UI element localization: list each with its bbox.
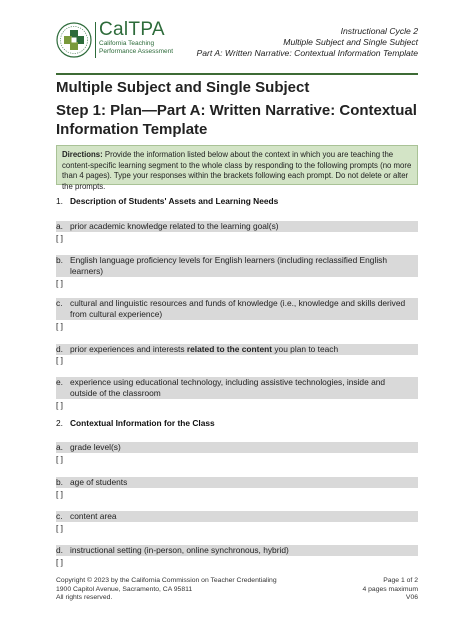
page-limit: 4 pages maximum bbox=[362, 585, 418, 593]
header-subject: Multiple Subject and Single Subject bbox=[283, 37, 418, 47]
response-field-2a[interactable]: [ ] bbox=[56, 454, 63, 464]
logo-divider bbox=[95, 22, 96, 58]
directions-text: Provide the information listed below about the context in which you are teaching the content-specific learning segment to the whole class by responding to the following prompts (no more than 4 pages). Type your responses within the brackets following each prompt. Do not delete or alter the prompts. bbox=[62, 150, 412, 191]
brand-name: CalTPA bbox=[99, 19, 165, 40]
footer-address: 1900 Capitol Avenue, Sacramento, CA 95811 bbox=[56, 585, 193, 593]
footer-copyright bbox=[56, 577, 277, 603]
response-field-2b[interactable]: [ ] bbox=[56, 489, 63, 499]
section-heading-1 bbox=[56, 196, 278, 206]
response-field-2c[interactable]: [ ] bbox=[56, 523, 63, 533]
prompt-text: prior academic knowledge related to the learning goal(s) bbox=[70, 221, 279, 231]
prompt-text: grade level(s) bbox=[70, 442, 121, 452]
prompt-2d bbox=[56, 545, 418, 556]
directions-box bbox=[56, 145, 418, 191]
directions-label: Directions: bbox=[62, 150, 103, 159]
prompt-text bbox=[70, 344, 414, 355]
prompt-2c bbox=[56, 511, 418, 522]
prompt-text: content area bbox=[70, 511, 117, 521]
response-field-1b[interactable]: [ ] bbox=[56, 278, 63, 288]
footer-page-info bbox=[362, 577, 418, 603]
brand-subtitle-line2: Performance Assessment bbox=[99, 48, 174, 55]
prompt-1a bbox=[56, 221, 418, 232]
footer-copyright-line: Copyright © 2023 by the California Commission on Teacher Credentialing bbox=[56, 577, 277, 584]
header-cycle: Instructional Cycle 2 bbox=[340, 26, 418, 36]
prompt-2a bbox=[56, 442, 418, 453]
section-number: 1. bbox=[56, 196, 63, 206]
prompt-letter: d. bbox=[56, 344, 63, 354]
prompt-text-end: you plan to teach bbox=[272, 344, 339, 354]
prompt-1c bbox=[56, 298, 418, 320]
prompt-letter: e. bbox=[56, 377, 63, 387]
header-info bbox=[197, 26, 418, 59]
prompt-text: instructional setting (in-person, online synchronous, hybrid) bbox=[70, 545, 289, 555]
section-heading-2 bbox=[56, 418, 215, 428]
brand-subtitle-line1: California Teaching bbox=[99, 40, 155, 47]
prompt-1e bbox=[56, 377, 418, 399]
section-title: Contextual Information for the Class bbox=[70, 418, 215, 428]
prompt-text: cultural and linguistic resources and funds of knowledge (i.e., knowledge and skills derived from cultural experience) bbox=[70, 298, 406, 319]
response-field-1a[interactable]: [ ] bbox=[56, 233, 63, 243]
section-number: 2. bbox=[56, 418, 63, 428]
header-rule bbox=[56, 73, 418, 75]
prompt-letter: a. bbox=[56, 221, 63, 231]
footer-rights: All rights reserved. bbox=[56, 594, 113, 602]
header-part: Part A: Written Narrative: Contextual Information Template bbox=[196, 48, 418, 58]
version-label: V06 bbox=[405, 594, 418, 602]
prompt-text: age of students bbox=[70, 477, 128, 487]
prompt-text-emphasis: related to the content bbox=[186, 344, 273, 354]
prompt-text: English language proficiency levels for English learners (including reclassified English learners) bbox=[70, 255, 388, 276]
brand-block bbox=[99, 20, 173, 56]
caltpa-logo-icon bbox=[56, 22, 92, 58]
prompt-letter: b. bbox=[56, 477, 63, 487]
prompt-text-start: prior experiences and interests bbox=[70, 344, 187, 354]
prompt-letter: c. bbox=[56, 511, 63, 521]
prompt-1b bbox=[56, 255, 418, 277]
response-field-1d[interactable]: [ ] bbox=[56, 355, 63, 365]
section-title: Description of Students' Assets and Learning Needs bbox=[70, 196, 279, 206]
prompt-letter: c. bbox=[56, 298, 63, 308]
response-field-1e[interactable]: [ ] bbox=[56, 400, 63, 410]
prompt-letter: b. bbox=[56, 255, 63, 265]
prompt-text: experience using educational technology, including assistive technologies, inside and outside of the classroom bbox=[70, 377, 386, 398]
prompt-1d bbox=[56, 344, 418, 355]
prompt-letter: d. bbox=[56, 545, 63, 555]
prompt-2b bbox=[56, 477, 418, 488]
document-title: Multiple Subject and Single Subject bbox=[56, 79, 310, 96]
response-field-1c[interactable]: [ ] bbox=[56, 321, 63, 331]
response-field-2d[interactable]: [ ] bbox=[56, 557, 63, 567]
prompt-letter: a. bbox=[56, 442, 63, 452]
document-subtitle: Step 1: Plan—Part A: Written Narrative: Contextual Information Template bbox=[56, 102, 417, 138]
page-number: Page 1 of 2 bbox=[383, 577, 418, 584]
